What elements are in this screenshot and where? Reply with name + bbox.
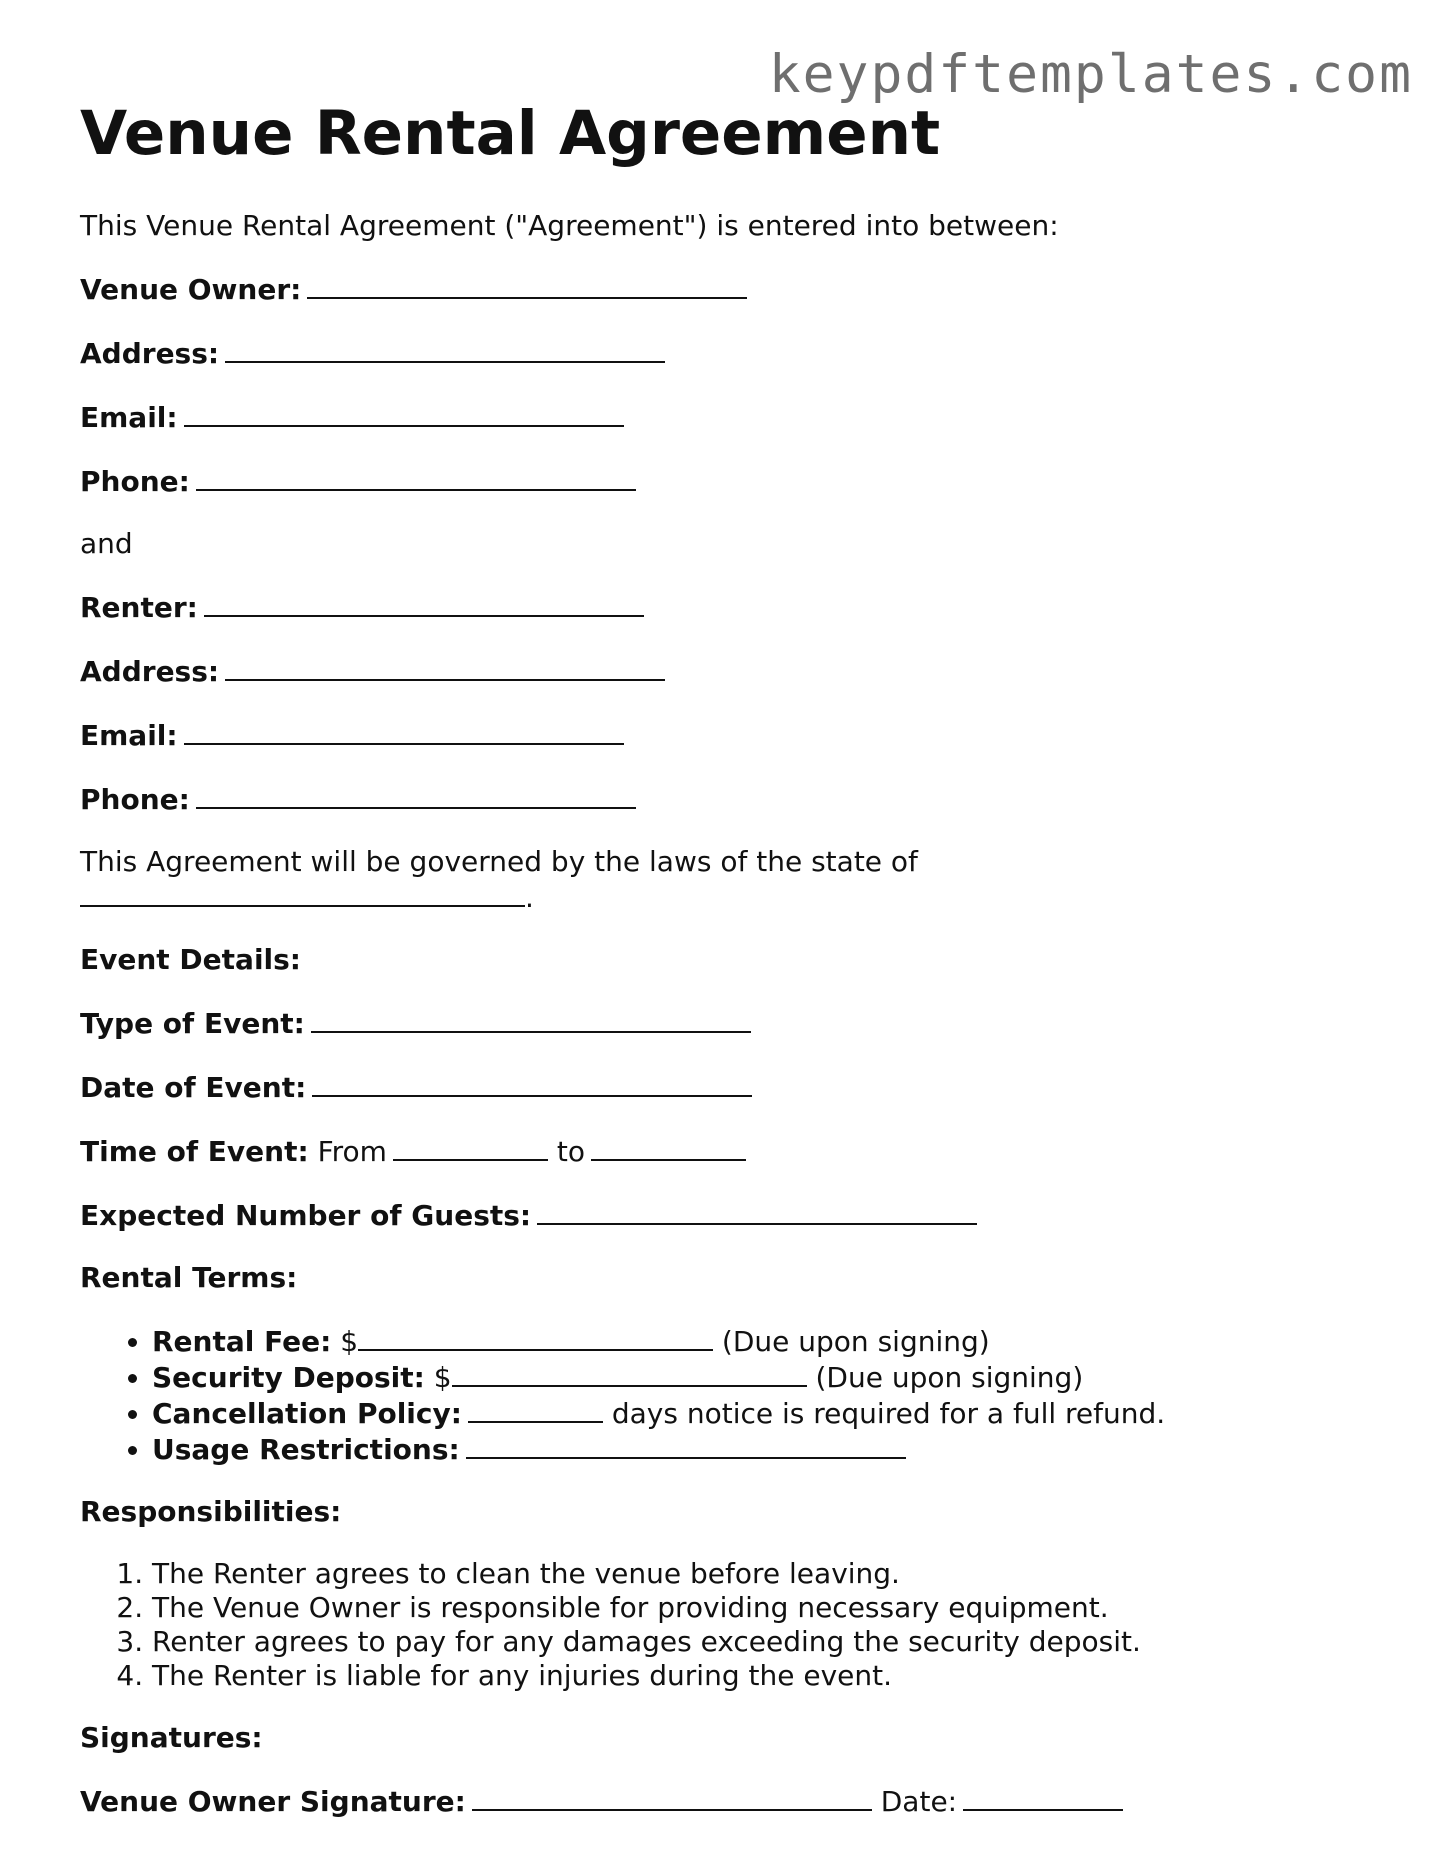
rental-fee-item — [152, 1323, 1370, 1359]
event-guests-field[interactable] — [537, 1197, 977, 1225]
event-time-from-field[interactable] — [393, 1133, 548, 1161]
cancellation-policy-note: days notice is required for a full refund. — [611, 1397, 1166, 1431]
owner-signature-line — [80, 1783, 1370, 1819]
event-time-line — [80, 1133, 1370, 1169]
renter-phone-label: Phone: — [80, 783, 190, 817]
event-time-to-field[interactable] — [591, 1133, 746, 1161]
owner-phone-field[interactable] — [196, 463, 636, 491]
renter-name-line — [80, 589, 1370, 625]
event-guests-label: Expected Number of Guests: — [80, 1199, 532, 1233]
owner-phone-label: Phone: — [80, 465, 190, 499]
owner-signature-date-field[interactable] — [963, 1783, 1123, 1811]
usage-restrictions-item — [152, 1431, 1370, 1467]
owner-name-line — [80, 271, 1370, 307]
rental-terms-heading: Rental Terms: — [80, 1261, 298, 1295]
governing-state-field[interactable] — [80, 879, 525, 907]
owner-email-line — [80, 399, 1370, 435]
renter-address-line — [80, 653, 1370, 689]
watermark: keypdftemplates.com — [768, 44, 1413, 105]
usage-restrictions-field[interactable] — [466, 1431, 906, 1459]
security-deposit-label: Security Deposit: — [152, 1361, 425, 1395]
event-date-line — [80, 1069, 1370, 1105]
renter-phone-field[interactable] — [196, 781, 636, 809]
document-content — [80, 100, 1370, 1847]
cancellation-policy-item — [152, 1395, 1370, 1431]
cancellation-days-field[interactable] — [468, 1395, 603, 1423]
security-deposit-field[interactable] — [452, 1359, 807, 1387]
responsibility-item: 4. The Renter is liable for any injuries during the event. — [152, 1659, 1370, 1693]
signatures-heading: Signatures: — [80, 1721, 263, 1755]
renter-address-label: Address: — [80, 655, 220, 689]
renter-name-label: Renter: — [80, 591, 198, 625]
owner-signature-field[interactable] — [472, 1783, 872, 1811]
security-deposit-note: (Due upon signing) — [815, 1361, 1084, 1395]
rental-fee-label: Rental Fee: — [152, 1325, 332, 1359]
renter-name-field[interactable] — [204, 589, 644, 617]
owner-signature-label: Venue Owner Signature: — [80, 1785, 466, 1819]
event-time-label: Time of Event: — [80, 1135, 309, 1169]
governing-period: . — [525, 881, 534, 915]
owner-signature-date-label: Date: — [880, 1785, 958, 1819]
owner-email-label: Email: — [80, 401, 178, 435]
rental-fee-note: (Due upon signing) — [721, 1325, 990, 1359]
responsibility-item: 2. The Venue Owner is responsible for providing necessary equipment. — [152, 1591, 1370, 1625]
owner-name-field[interactable] — [307, 271, 747, 299]
intro-text: This Venue Rental Agreement ("Agreement") is entered into between: — [80, 209, 1059, 243]
usage-restrictions-label: Usage Restrictions: — [152, 1433, 460, 1467]
event-date-label: Date of Event: — [80, 1071, 307, 1105]
owner-name-label: Venue Owner: — [80, 273, 302, 307]
renter-phone-line — [80, 781, 1370, 817]
renter-email-field[interactable] — [184, 717, 624, 745]
event-time-to-text: to — [556, 1135, 585, 1169]
rental-fee-field[interactable] — [358, 1323, 713, 1351]
page-title: Venue Rental Agreement — [80, 98, 941, 169]
event-date-field[interactable] — [312, 1069, 752, 1097]
renter-email-line — [80, 717, 1370, 753]
rental-terms-list — [80, 1323, 1370, 1467]
event-details-heading: Event Details: — [80, 943, 302, 977]
security-deposit-item — [152, 1359, 1370, 1395]
event-type-line — [80, 1005, 1370, 1041]
renter-email-label: Email: — [80, 719, 178, 753]
cancellation-policy-label: Cancellation Policy: — [152, 1397, 462, 1431]
owner-address-field[interactable] — [225, 335, 665, 363]
responsibilities-heading: Responsibilities: — [80, 1495, 342, 1529]
responsibility-item: 3. Renter agrees to pay for any damages exceeding the security deposit. — [152, 1625, 1370, 1659]
and-text: and — [80, 527, 133, 561]
event-guests-line — [80, 1197, 1370, 1233]
event-time-from-text: From — [317, 1135, 387, 1169]
security-deposit-currency: $ — [433, 1361, 452, 1395]
governing-law-text: This Agreement will be governed by the laws of the state of — [80, 845, 918, 879]
owner-address-line — [80, 335, 1370, 371]
renter-address-field[interactable] — [225, 653, 665, 681]
event-type-label: Type of Event: — [80, 1007, 305, 1041]
governing-law-paragraph — [80, 845, 1370, 915]
owner-phone-line — [80, 463, 1370, 499]
rental-fee-currency: $ — [340, 1325, 359, 1359]
event-type-field[interactable] — [311, 1005, 751, 1033]
responsibility-item: 1. The Renter agrees to clean the venue before leaving. — [152, 1557, 1370, 1591]
responsibilities-list — [80, 1557, 1370, 1693]
owner-email-field[interactable] — [184, 399, 624, 427]
owner-address-label: Address: — [80, 337, 220, 371]
